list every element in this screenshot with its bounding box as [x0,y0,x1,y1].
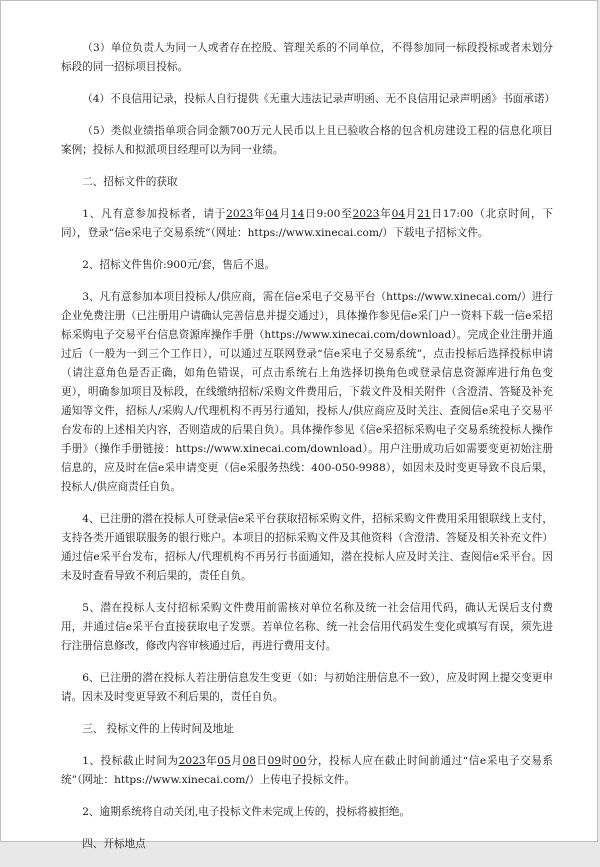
paragraph-obtain-3: 3、凡有意参加本项目投标人/供应商，需在信e采电子交易平台（https://www.xinecai.com/）进行企业免费注册（已注册用户请确认完善信息并提交通过），具体操作参见信e采门户一资料下载一信e采招标采购电子交易平台信息资源库操作手册（https://www.xinecai.com/download）。完成企业注册并通过后（一般为一到三个工作日），可以通过互联网登录“信e采电子交易系统”，点击投标后选择投标申请（请注意角色是否正确，如角色错误，可点击系统右上角选择切换角色或登录信息资源库进行角色变更），明确参加项目及标段，在线缴纳招标/采购文件费用后，下载文件及相关附件（含澄清、答疑及补充通知等文件，招标人/采购人/代理机构不再另行通知，投标人/供应商应及时关注、查阅信e采电子交易平台发布的上述相关内容，否则造成的后果自负）。具体操作参见《信e采招标采购电子交易系统投标人操作手册》（操作手册链接：https://www.xinecai.com/download）。用户注册成功后如需要变更初始注册信息的，应及时在信e采申请变更（信e采服务热线：400-050-9988），如因未及时变更导致不良后果，投标人/供应商责任自负。 [61,291,553,493]
section-heading-3: 三、 投标文件的上传时间及地址 [82,723,234,735]
deadline-minute: 00 [292,755,307,767]
document-body [61,39,556,867]
deadline-month: 05 [217,755,231,767]
end-month: 04 [391,208,406,220]
text-run: 月 [230,755,243,767]
text-run: 年 [379,208,392,220]
section-heading-2: 二、招标文件的获取 [82,176,178,188]
paragraph-requirement-3: （3）单位负责人为同一人或者存在控股、管理关系的不同单位，不得参加同一标段投标或者未划分标段的同一招标项目投标。 [61,42,553,73]
paragraph-requirement-4: （4）不良信用记录，投标人自行提供《无重大违法记录声明函、无不良信用记录声明函》书面承诺） [82,93,556,105]
text-run: 日17:00（北京时间，下同），登录“信e采电子交易系统”（网址：https://www.xinecai.com/）下载电子招标文件。 [61,208,554,239]
start-month: 04 [265,208,279,220]
text-run: 1、凡有意参加投标者，请于 [82,208,227,220]
deadline-hour: 09 [267,755,282,767]
deadline-day: 08 [242,755,256,767]
section-heading-4: 四、开标地点 [82,838,146,850]
paragraph-upload-2: 2、逾期系统将自动关闭,电子投标文件未完成上传的，投标将被拒绝。 [82,806,411,818]
paragraph-obtain-2: 2、招标文件售价:900元/套，售后不退。 [82,259,276,271]
text-run: 1、投标截止时间为 [82,755,179,767]
deadline-year: 2023 [178,755,206,767]
text-run: 年 [253,208,266,220]
text-run: 日 [255,755,268,767]
start-day: 14 [290,208,305,220]
paragraph-upload-1 [61,752,553,790]
start-year: 2023 [226,208,254,220]
text-run: 分，投标人应在截止时间前通过“信e采电子交易系统”（网址：https://www.xinecai.com/）上传电子投标文件。 [61,755,553,786]
end-year: 2023 [352,208,380,220]
text-run: 时 [281,755,293,767]
paragraph-obtain-1 [61,205,553,243]
paragraph-obtain-4: 4、已注册的潜在投标人可登录信e采平台获取招标采购文件，招标采购文件费用采用银联线上支付，支持各类开通银联服务的银行账户。本项目的招标采购文件及其他资料（含澄清、答疑及相关补充文件）通过信e采平台发布，招标人/代理机构不再另行书面通知，潜在投标人应及时关注、查阅信e采平台。因未及时查看导致不利后果的，责任自负。 [61,513,553,582]
end-day: 21 [417,208,431,220]
paragraph-requirement-5: （5）类似业绩指单项合同金额700万元人民币以上且已验收合格的包含机房建设工程的信息化项目案例；投标人和拟派项目经理可以为同一业绩。 [61,125,553,156]
paragraph-obtain-5: 5、潜在投标人支付招标采购文件费用前需核对单位名称及统一社会信用代码，确认无误后支付费用，并通过信e采平台直接获取电子发票。若单位名称、统一社会信用代码发生变化或填写有误，须先进行注册信息修改，修改内容审核通过后，再进行费用支付。 [61,602,553,652]
text-run: 月 [278,208,291,220]
text-run: 年 [205,755,218,767]
paragraph-obtain-6: 6、已注册的潜在投标人若注册信息发生变更（如：与初始注册信息不一致），应及时网上提交变更申请。因未及时变更导致不利后果的，责任自负。 [61,672,553,703]
text-run: 月 [405,208,418,220]
text-run: 日9:00至 [304,208,353,220]
